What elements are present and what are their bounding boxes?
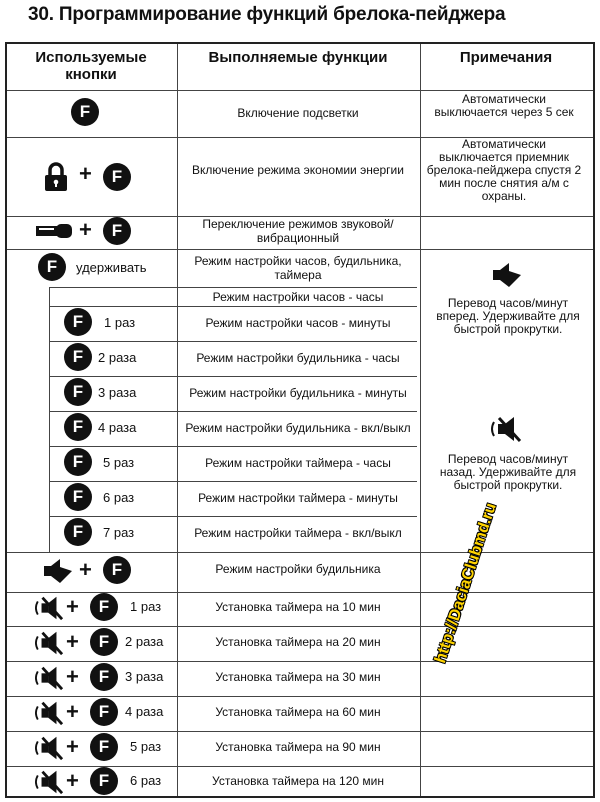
note-text: Автоматически выключается через 5 сек — [434, 92, 574, 119]
f-button-icon: F — [90, 733, 118, 761]
row-divider — [7, 766, 593, 767]
function-text: Режим настройки будильника - часы — [196, 351, 400, 365]
column-divider — [420, 44, 421, 796]
f-button-icon: F — [64, 308, 92, 336]
row-divider — [7, 552, 593, 553]
inner-divider — [49, 287, 50, 552]
function-text: Установка таймера на 90 мин — [215, 740, 381, 754]
function-text: Включение подсветки — [237, 106, 359, 120]
plus-sign: + — [66, 629, 79, 654]
speaker-back-icon — [32, 734, 66, 762]
plus-sign: + — [66, 768, 79, 793]
press-count: 2 раза — [98, 350, 137, 365]
note-backward: Перевод часов/минут назад. Удерживайте для быстрой прокрутки. — [439, 452, 577, 492]
press-count: 6 раз — [130, 773, 162, 788]
note-forward: Перевод часов/минут вперед. Удерживайте для быстрой прокрутки. — [436, 296, 580, 336]
row-divider — [49, 481, 417, 482]
function-text: Режим настройки часов - часы — [212, 290, 384, 304]
f-button-icon: F — [90, 767, 118, 795]
press-count: 1 раз — [130, 599, 162, 614]
press-count: 4 раза — [125, 704, 164, 719]
speaker-back-icon — [32, 594, 66, 622]
row-divider — [49, 306, 417, 307]
function-text: Режим настройки будильника - минуты — [189, 386, 407, 400]
row-divider — [49, 287, 417, 288]
f-button-icon: F — [90, 698, 118, 726]
press-count: 7 раз — [103, 525, 135, 540]
plus-sign: + — [66, 594, 79, 619]
f-button-icon: F — [71, 98, 99, 126]
row-divider — [7, 592, 593, 593]
plus-sign: + — [66, 699, 79, 724]
key-icon — [36, 222, 74, 240]
press-count: 2 раза — [125, 634, 164, 649]
function-text: Установка таймера на 120 мин — [212, 774, 384, 788]
speaker-back-icon — [489, 414, 523, 444]
function-text: Переключение режимов звуковой/вибрационный — [202, 217, 394, 245]
row-divider — [7, 626, 593, 627]
function-text: Режим настройки будильника — [215, 562, 381, 576]
plus-sign: + — [66, 664, 79, 689]
function-text: Режим настройки будильника - вкл/выкл — [185, 421, 411, 435]
f-button-icon: F — [103, 556, 131, 584]
header-functions: Выполняемые функции — [208, 49, 388, 66]
press-count: 1 раз — [104, 315, 136, 330]
function-text: Режим настройки часов, будильника, таймера — [194, 254, 402, 282]
f-button-icon: F — [64, 378, 92, 406]
function-text: Режим настройки таймера - минуты — [198, 491, 398, 505]
row-divider — [49, 376, 417, 377]
function-text: Установка таймера на 30 мин — [215, 670, 381, 684]
row-divider — [7, 696, 593, 697]
watermark: http://DaciaClubmd.ru — [432, 501, 500, 666]
speaker-back-icon — [32, 699, 66, 727]
f-button-icon: F — [90, 628, 118, 656]
header-buttons: Используемые кнопки — [35, 49, 147, 83]
function-text: Установка таймера на 20 мин — [215, 635, 381, 649]
note-text: Автоматически выключается приемник брелока-пейджера спустя 2 мин после снятия а/м с охраны. — [426, 137, 582, 203]
press-count: 5 раз — [130, 739, 162, 754]
press-count: 5 раз — [103, 455, 135, 470]
f-button-icon: F — [90, 663, 118, 691]
f-button-icon: F — [103, 217, 131, 245]
row-divider — [7, 731, 593, 732]
function-text: Режим настройки таймера - вкл/выкл — [194, 526, 402, 540]
speaker-back-icon — [32, 768, 66, 796]
press-count: 6 раз — [103, 490, 135, 505]
speaker-back-icon — [32, 629, 66, 657]
f-button-icon: F — [64, 413, 92, 441]
row-divider — [7, 90, 593, 91]
f-button-icon: F — [38, 253, 66, 281]
f-button-icon: F — [64, 518, 92, 546]
speaker-back-icon — [32, 664, 66, 692]
function-text: Включение режима экономии энергии — [192, 163, 404, 177]
page-title: 30. Программирование функций брелока-пейджера — [28, 4, 506, 25]
speaker-forward-icon — [492, 261, 522, 289]
plus-sign: + — [66, 734, 79, 759]
row-divider — [49, 446, 417, 447]
hold-label: удерживать — [76, 260, 147, 275]
row-divider — [49, 516, 417, 517]
function-text: Режим настройки таймера - часы — [205, 456, 391, 470]
header-notes: Примечания — [459, 49, 553, 66]
f-button-icon: F — [64, 483, 92, 511]
f-button-icon: F — [64, 448, 92, 476]
press-count: 3 раза — [98, 385, 137, 400]
lock-icon — [44, 162, 68, 192]
row-divider — [49, 411, 417, 412]
plus-sign: + — [79, 557, 92, 582]
plus-sign: + — [79, 217, 92, 242]
row-divider — [7, 661, 593, 662]
f-button-icon: F — [103, 163, 131, 191]
f-button-icon: F — [64, 343, 92, 371]
plus-sign: + — [79, 161, 92, 186]
function-text: Установка таймера на 60 мин — [215, 705, 381, 719]
press-count: 4 раза — [98, 420, 137, 435]
f-button-icon: F — [90, 593, 118, 621]
row-divider — [49, 341, 417, 342]
function-text: Режим настройки часов - минуты — [205, 316, 391, 330]
row-divider — [7, 249, 593, 250]
press-count: 3 раза — [125, 669, 164, 684]
function-text: Установка таймера на 10 мин — [215, 600, 381, 614]
speaker-forward-icon — [43, 557, 73, 585]
